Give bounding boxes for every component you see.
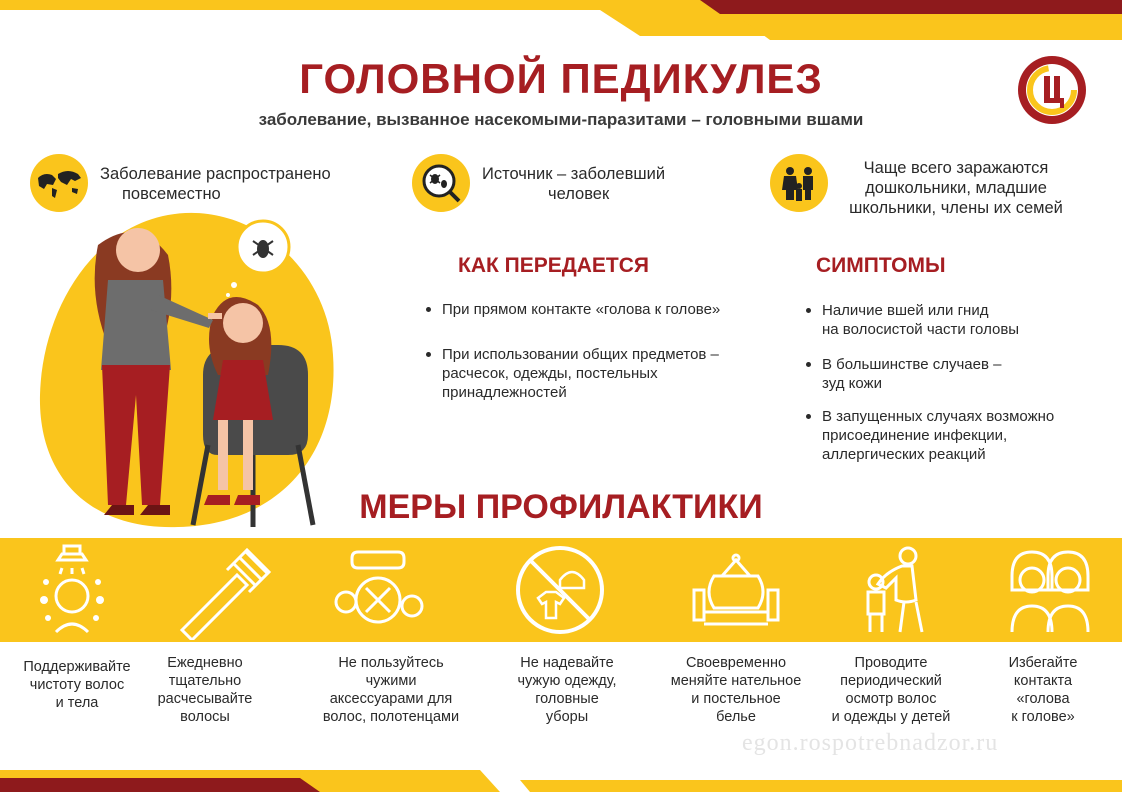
bottom-decor-stripes [0, 770, 1122, 792]
no-clothes-icon [510, 540, 610, 640]
label-line: и постельное [691, 691, 781, 707]
label-line: и тела [55, 695, 99, 711]
fact-risk-line: Чаще всего заражаются [863, 159, 1049, 177]
family-icon [770, 154, 828, 212]
top-decor-stripes [0, 0, 1122, 40]
prevention-label-inspection [816, 654, 966, 726]
label-line: Поддерживайте [23, 659, 131, 675]
list-item [804, 301, 1104, 339]
label-line: белье [716, 709, 756, 725]
bed-linen-icon [686, 540, 786, 640]
mother-combing-child-illustration [28, 205, 348, 535]
list-item [424, 345, 764, 402]
label-line: тщательно [168, 673, 242, 689]
label-line: волос, полотенцами [322, 709, 460, 725]
label-line: меняйте нательное [670, 673, 802, 689]
fact-source-line: Источник – заболевший [482, 165, 666, 183]
list-item [804, 407, 1104, 464]
fact-source-line: человек [548, 185, 610, 203]
fact-spread-line: Заболевание распространено [100, 165, 331, 183]
prevention-label-contact [968, 654, 1118, 726]
fact-source [482, 164, 665, 204]
label-line: головные [535, 691, 599, 707]
list-item [804, 355, 1104, 393]
list-item-line: принадлежностей [442, 384, 567, 401]
watermark-url: egon.rospotrebnadzor.ru [742, 730, 999, 756]
label-line: расчесывайте [157, 691, 253, 707]
list-item-line: зуд кожи [822, 375, 882, 392]
list-item-line: аллергических реакций [822, 446, 986, 463]
fact-spread [100, 164, 331, 204]
label-line: аксессуарами для [329, 691, 453, 707]
prevention-label-accessories [306, 654, 476, 726]
label-line: контакта [1013, 673, 1073, 689]
rospotrebnadzor-logo-icon [1016, 54, 1088, 126]
fact-spread-line: повсеместно [122, 185, 221, 203]
prevention-heading: МЕРЫ ПРОФИЛАКТИКИ [359, 488, 763, 526]
label-line: чистоту волос [29, 677, 125, 693]
list-item-line: Наличие вшей или гнид [822, 302, 989, 319]
transmission-heading: КАК ПЕРЕДАЕТСЯ [458, 254, 649, 277]
fact-risk-line: дошкольники, младшие [865, 179, 1047, 197]
label-line: Избегайте [1008, 655, 1078, 671]
symptoms-heading: СИМПТОМЫ [816, 254, 946, 277]
page-title: ГОЛОВНОЙ ПЕДИКУЛЕЗ [299, 55, 823, 102]
comb-icon [172, 540, 272, 640]
prevention-label-clothes [492, 654, 642, 726]
label-line: Не надевайте [520, 655, 614, 671]
prevention-label-combing [130, 654, 280, 726]
list-item-line: на волосистой части головы [822, 321, 1020, 338]
symptoms-list [804, 301, 1104, 464]
label-line: чужими [365, 673, 417, 689]
label-line: осмотр волос [845, 691, 937, 707]
list-item-line: расчесок, одежды, постельных [442, 365, 658, 382]
label-line: и одежды у детей [831, 709, 951, 725]
label-line: уборы [545, 709, 589, 725]
prevention-label-linen [656, 654, 816, 726]
child-inspection-icon [846, 540, 946, 640]
list-item-line: В запущенных случаях возможно [822, 408, 1055, 425]
label-line: Не пользуйтесь [338, 655, 444, 671]
label-line: «голова [1016, 691, 1070, 707]
label-line: Проводите [854, 655, 928, 671]
no-accessories-icon [328, 540, 428, 640]
page-subtitle: заболевание, вызванное насекомыми-паразитами – головными вшами [258, 110, 864, 129]
list-item-line: присоединение инфекции, [822, 427, 1008, 444]
label-line: периодический [840, 673, 942, 689]
list-item-line: При прямом контакте «голова к голове» [442, 301, 721, 318]
shower-icon [22, 540, 122, 640]
fact-risk-line: школьники, члены их семей [849, 199, 1063, 217]
list-item-line: При использовании общих предметов – [442, 346, 719, 363]
list-item [424, 300, 764, 319]
label-line: Своевременно [685, 655, 787, 671]
label-line: чужую одежду, [517, 673, 617, 689]
world-map-icon [30, 154, 88, 212]
list-item-line: В большинстве случаев – [822, 356, 1002, 373]
louse-magnifier-icon [412, 154, 470, 212]
label-line: волосы [180, 709, 230, 725]
transmission-list [424, 300, 764, 402]
avoid-contact-icon [998, 540, 1098, 640]
fact-risk-groups [836, 158, 1076, 218]
label-line: Ежедневно [167, 655, 243, 671]
label-line: к голове» [1011, 709, 1075, 725]
